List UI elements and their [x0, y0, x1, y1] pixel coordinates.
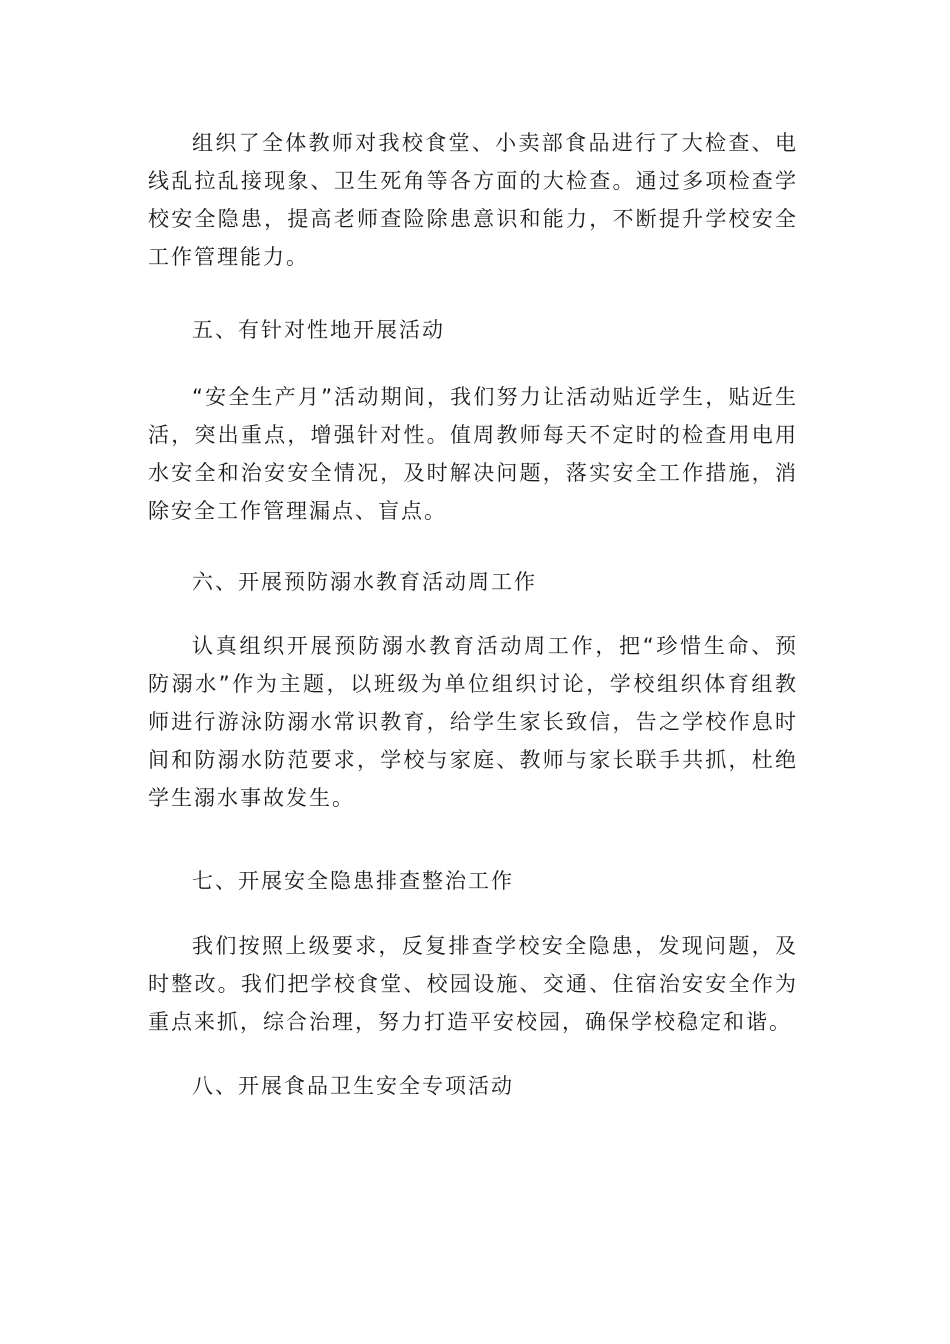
section-heading-5: 五、有针对性地开展活动	[192, 318, 445, 342]
paragraph-drowning-prevention: 认真组织开展预防溺水教育活动周工作，把“珍惜生命、预防溺水”作为主题，以班级为单位组织讨论，学校组织体育组教师进行游泳防溺水常识教育，给学生家长致信，告之学校作息时间和防溺水防范要求，学校与家庭、教师与家长联手共抓，杜绝学生溺水事故发生。	[148, 634, 798, 810]
paragraph-hazard-inspection: 我们按照上级要求，反复排查学校安全隐患，发现问题，及时整改。我们把学校食堂、校园设施、交通、住宿治安安全作为重点来抓，综合治理，努力打造平安校园，确保学校稳定和谐。	[148, 934, 798, 1034]
section-heading-6: 六、开展预防溺水教育活动周工作	[192, 570, 537, 594]
section-heading-7: 七、开展安全隐患排查整治工作	[192, 869, 514, 893]
paragraph-safety-month: “安全生产月”活动期间，我们努力让活动贴近学生，贴近生活，突出重点，增强针对性。值周教师每天不定时的检查用电用水安全和治安安全情况，及时解决问题，落实安全工作措施，消除安全工作管理漏点、盲点。	[148, 385, 798, 523]
section-heading-8: 八、开展食品卫生安全专项活动	[192, 1074, 514, 1098]
paragraph-inspection: 组织了全体教师对我校食堂、小卖部食品进行了大检查、电线乱拉乱接现象、卫生死角等各方面的大检查。通过多项检查学校安全隐患，提高老师查险除患意识和能力，不断提升学校安全工作管理能力。	[148, 131, 798, 269]
